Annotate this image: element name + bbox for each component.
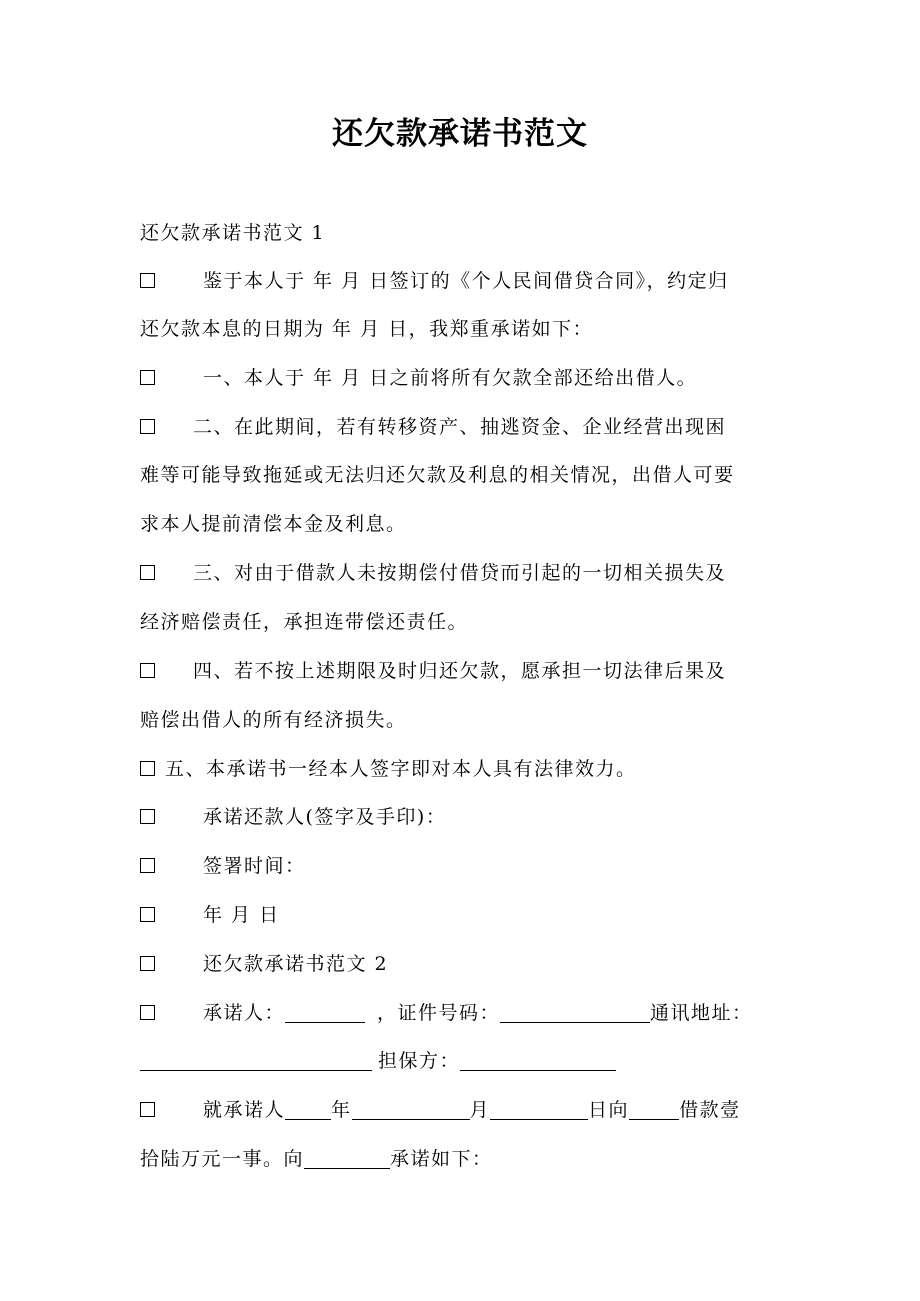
document-title: 还欠款承诺书范文 bbox=[332, 116, 588, 152]
clause-text: 一、本人于 年 月 日之前将所有欠款全部还给出借人。 bbox=[203, 367, 698, 389]
clause-4-line2: 赔偿出借人的所有经济损失。 bbox=[140, 709, 407, 731]
loan-text: 拾陆万元一事。向 bbox=[140, 1148, 305, 1170]
guarantor-blank bbox=[460, 1048, 616, 1071]
section-heading-2-line bbox=[140, 950, 780, 978]
recipient-blank bbox=[304, 1146, 390, 1169]
checkbox-icon bbox=[140, 956, 155, 971]
clause-text: 四、若不按上述期限及时归还欠款，愿承担一切法律后果及 bbox=[193, 660, 727, 682]
paragraph-intro-line2: 还欠款本息的日期为 年 月 日，我郑重承诺如下： bbox=[140, 318, 594, 340]
signature-label: 承诺还款人(签字及手印)： bbox=[203, 806, 447, 828]
day-label: 日向 bbox=[588, 1099, 630, 1121]
section-heading-2: 还欠款承诺书范文 2 bbox=[203, 953, 389, 975]
clause-text: 二、在此期间，若有转移资产、抽逃资金、企业经营出现困 bbox=[193, 416, 727, 438]
year-label: 年 bbox=[331, 1099, 352, 1121]
checkbox-icon bbox=[140, 565, 155, 580]
checkbox-icon bbox=[140, 663, 155, 678]
month-label: 月 bbox=[469, 1099, 491, 1121]
checkbox-icon bbox=[140, 858, 155, 873]
loan-text: 就承诺人 bbox=[203, 1099, 286, 1121]
clause-text: 三、对由于借款人未按期偿付借贷而引起的一切相关损失及 bbox=[193, 562, 727, 584]
loan-paragraph-line1 bbox=[140, 1096, 780, 1124]
clause-1 bbox=[140, 364, 780, 392]
loan-amount-text: 借款壹 bbox=[679, 1099, 741, 1121]
promisor-label: 承诺人： bbox=[203, 1002, 286, 1024]
id-number-label: ，证件号码： bbox=[377, 1002, 501, 1024]
checkbox-icon bbox=[140, 273, 155, 288]
promisor-info-line2 bbox=[140, 1047, 780, 1075]
lender-blank bbox=[629, 1097, 679, 1120]
checkbox-icon bbox=[140, 370, 155, 385]
year-blank bbox=[285, 1097, 331, 1120]
date-value-line bbox=[140, 901, 780, 929]
clause-2-line1 bbox=[140, 413, 780, 441]
checkbox-icon bbox=[140, 809, 155, 824]
checkbox-icon bbox=[140, 1005, 155, 1020]
promise-text: 承诺如下： bbox=[390, 1148, 493, 1170]
signature-line bbox=[140, 803, 780, 831]
paragraph-text: 鉴于本人于 年 月 日签订的《个人民间借贷合同》，约定归 bbox=[203, 270, 729, 292]
promisor-blank bbox=[285, 1000, 365, 1023]
clause-5 bbox=[140, 755, 780, 783]
checkbox-icon bbox=[140, 419, 155, 434]
clause-3-line1 bbox=[140, 559, 780, 587]
address-blank bbox=[140, 1048, 372, 1071]
promisor-info-line1 bbox=[140, 999, 780, 1027]
clause-2-line2: 难等可能导致拖延或无法归还欠款及利息的相关情况，出借人可要 bbox=[140, 464, 735, 486]
sign-date-label: 签署时间： bbox=[203, 855, 306, 877]
clause-2-line3: 求本人提前清偿本金及利息。 bbox=[140, 513, 407, 535]
address-label: 通讯地址： bbox=[650, 1002, 753, 1024]
clause-4-line1 bbox=[140, 657, 780, 685]
checkbox-icon bbox=[140, 1102, 155, 1117]
paragraph-intro-line1 bbox=[140, 267, 780, 295]
checkbox-icon bbox=[140, 907, 155, 922]
day-blank bbox=[490, 1097, 588, 1120]
month-blank bbox=[352, 1097, 470, 1120]
clause-3-line2: 经济赔偿责任，承担连带偿还责任。 bbox=[140, 611, 469, 633]
guarantor-label: 担保方： bbox=[378, 1050, 461, 1072]
checkbox-icon bbox=[140, 761, 155, 776]
loan-paragraph-line2 bbox=[140, 1145, 780, 1173]
id-number-blank bbox=[500, 1000, 650, 1023]
date-value: 年 月 日 bbox=[203, 904, 280, 926]
section-heading-1: 还欠款承诺书范文 1 bbox=[140, 222, 326, 244]
clause-text: 五、本承诺书一经本人签字即对本人具有法律效力。 bbox=[165, 758, 637, 780]
sign-date-line bbox=[140, 852, 780, 880]
